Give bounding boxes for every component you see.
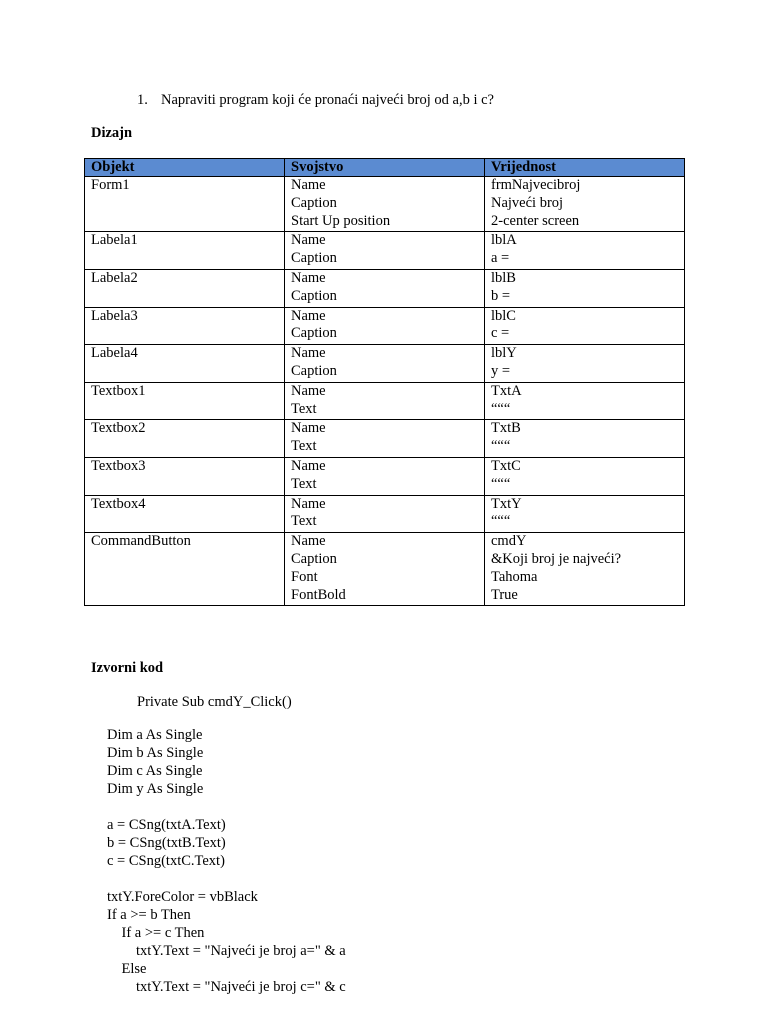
properties-table bbox=[84, 158, 685, 606]
table-row bbox=[85, 495, 685, 533]
source-code-heading: Izvorni kod bbox=[91, 660, 164, 676]
object-cell: Labela3 bbox=[85, 307, 285, 345]
property-cell bbox=[285, 533, 485, 606]
property-name: Caption bbox=[291, 287, 337, 304]
object-cell: Form1 bbox=[85, 177, 285, 232]
value-cell bbox=[485, 457, 685, 495]
code-line: txtY.ForeColor = vbBlack bbox=[107, 889, 258, 905]
table-row bbox=[85, 457, 685, 495]
property-name: Name bbox=[291, 269, 326, 286]
property-cell bbox=[285, 345, 485, 383]
property-value: c = bbox=[491, 325, 510, 342]
table-row bbox=[85, 382, 685, 420]
code-line: If a >= b Then bbox=[107, 907, 191, 923]
property-name: Text bbox=[291, 475, 317, 492]
table-row bbox=[85, 269, 685, 307]
property-cell bbox=[285, 232, 485, 270]
code-line: If a >= c Then bbox=[107, 925, 205, 941]
value-cell bbox=[485, 420, 685, 458]
code-line: Dim b As Single bbox=[107, 745, 204, 761]
property-value: 2-center screen bbox=[491, 212, 580, 229]
table-row bbox=[85, 420, 685, 458]
value-cell bbox=[485, 495, 685, 533]
object-cell: Labela4 bbox=[85, 345, 285, 383]
task-statement bbox=[137, 92, 494, 109]
table-header-row bbox=[85, 159, 685, 177]
header-property: Svojstvo bbox=[285, 159, 485, 177]
value-cell bbox=[485, 382, 685, 420]
property-value: cmdY bbox=[491, 533, 527, 550]
property-name: Font bbox=[291, 568, 318, 585]
property-value: True bbox=[491, 586, 518, 603]
object-cell: CommandButton bbox=[85, 533, 285, 606]
property-name: Caption bbox=[291, 325, 337, 342]
code-line: Else bbox=[107, 961, 147, 977]
value-cell bbox=[485, 177, 685, 232]
design-heading: Dizajn bbox=[91, 125, 133, 141]
property-name: Name bbox=[291, 307, 326, 324]
code-line: a = CSng(txtA.Text) bbox=[107, 817, 226, 833]
task-text: Napraviti program koji će pronaći najveći broj od a,b i c? bbox=[161, 92, 494, 108]
property-cell bbox=[285, 177, 485, 232]
property-name: Start Up position bbox=[291, 212, 391, 229]
property-value: &Koji broj je najveći? bbox=[491, 550, 622, 567]
code-line: b = CSng(txtB.Text) bbox=[107, 835, 226, 851]
property-name: Name bbox=[291, 533, 326, 550]
header-value: Vrijednost bbox=[485, 159, 685, 177]
property-value: “““ bbox=[491, 438, 511, 455]
code-line: c = CSng(txtC.Text) bbox=[107, 853, 225, 869]
property-name: Caption bbox=[291, 362, 337, 379]
property-name: Name bbox=[291, 232, 326, 249]
value-cell bbox=[485, 307, 685, 345]
property-name: Name bbox=[291, 420, 326, 437]
property-value: TxtC bbox=[491, 457, 521, 474]
property-value: TxtA bbox=[491, 382, 522, 399]
value-cell bbox=[485, 269, 685, 307]
property-value: frmNajvecibroj bbox=[491, 177, 581, 193]
property-name: Name bbox=[291, 345, 326, 362]
property-name: Caption bbox=[291, 194, 337, 211]
value-cell bbox=[485, 533, 685, 606]
object-cell: Labela1 bbox=[85, 232, 285, 270]
table-row bbox=[85, 177, 685, 232]
property-cell bbox=[285, 457, 485, 495]
property-name: Text bbox=[291, 400, 317, 417]
property-name: Name bbox=[291, 495, 326, 512]
property-cell bbox=[285, 495, 485, 533]
property-value: Tahoma bbox=[491, 568, 538, 585]
header-object: Objekt bbox=[85, 159, 285, 177]
property-value: lblA bbox=[491, 232, 517, 249]
code-line: Dim y As Single bbox=[107, 781, 204, 797]
object-cell: Textbox1 bbox=[85, 382, 285, 420]
property-name: Text bbox=[291, 438, 317, 455]
property-value: lblC bbox=[491, 307, 516, 324]
property-value: lblB bbox=[491, 269, 516, 286]
code-block bbox=[107, 726, 346, 996]
code-line: txtY.Text = "Najveći je broj c=" & c bbox=[107, 979, 346, 995]
code-line: Dim c As Single bbox=[107, 763, 203, 779]
property-value: Najveći broj bbox=[491, 194, 564, 211]
property-name: Name bbox=[291, 457, 326, 474]
property-name: Text bbox=[291, 513, 317, 530]
property-value: “““ bbox=[491, 513, 511, 530]
property-cell bbox=[285, 307, 485, 345]
property-value: y = bbox=[491, 362, 511, 379]
table-row bbox=[85, 307, 685, 345]
code-line: txtY.Text = "Najveći je broj a=" & a bbox=[107, 943, 346, 959]
property-name: Caption bbox=[291, 250, 337, 267]
property-cell bbox=[285, 420, 485, 458]
object-cell: Textbox2 bbox=[85, 420, 285, 458]
table-row bbox=[85, 232, 685, 270]
property-value: b = bbox=[491, 287, 511, 304]
task-number: 1. bbox=[137, 92, 148, 108]
object-cell: Textbox3 bbox=[85, 457, 285, 495]
property-value: TxtY bbox=[491, 495, 522, 512]
property-value: “““ bbox=[491, 400, 511, 417]
property-value: a = bbox=[491, 250, 510, 267]
property-value: “““ bbox=[491, 475, 511, 492]
sub-declaration: Private Sub cmdY_Click() bbox=[137, 694, 292, 710]
value-cell bbox=[485, 345, 685, 383]
object-cell: Labela2 bbox=[85, 269, 285, 307]
property-value: lblY bbox=[491, 345, 517, 362]
property-cell bbox=[285, 382, 485, 420]
code-line: Dim a As Single bbox=[107, 727, 203, 743]
property-name: FontBold bbox=[291, 586, 346, 603]
table-row bbox=[85, 533, 685, 606]
object-cell: Textbox4 bbox=[85, 495, 285, 533]
code-line bbox=[107, 870, 346, 888]
property-name: Name bbox=[291, 177, 326, 193]
value-cell bbox=[485, 232, 685, 270]
property-name: Caption bbox=[291, 550, 337, 567]
property-value: TxtB bbox=[491, 420, 521, 437]
table-row bbox=[85, 345, 685, 383]
property-cell bbox=[285, 269, 485, 307]
code-line bbox=[107, 798, 346, 816]
property-name: Name bbox=[291, 382, 326, 399]
